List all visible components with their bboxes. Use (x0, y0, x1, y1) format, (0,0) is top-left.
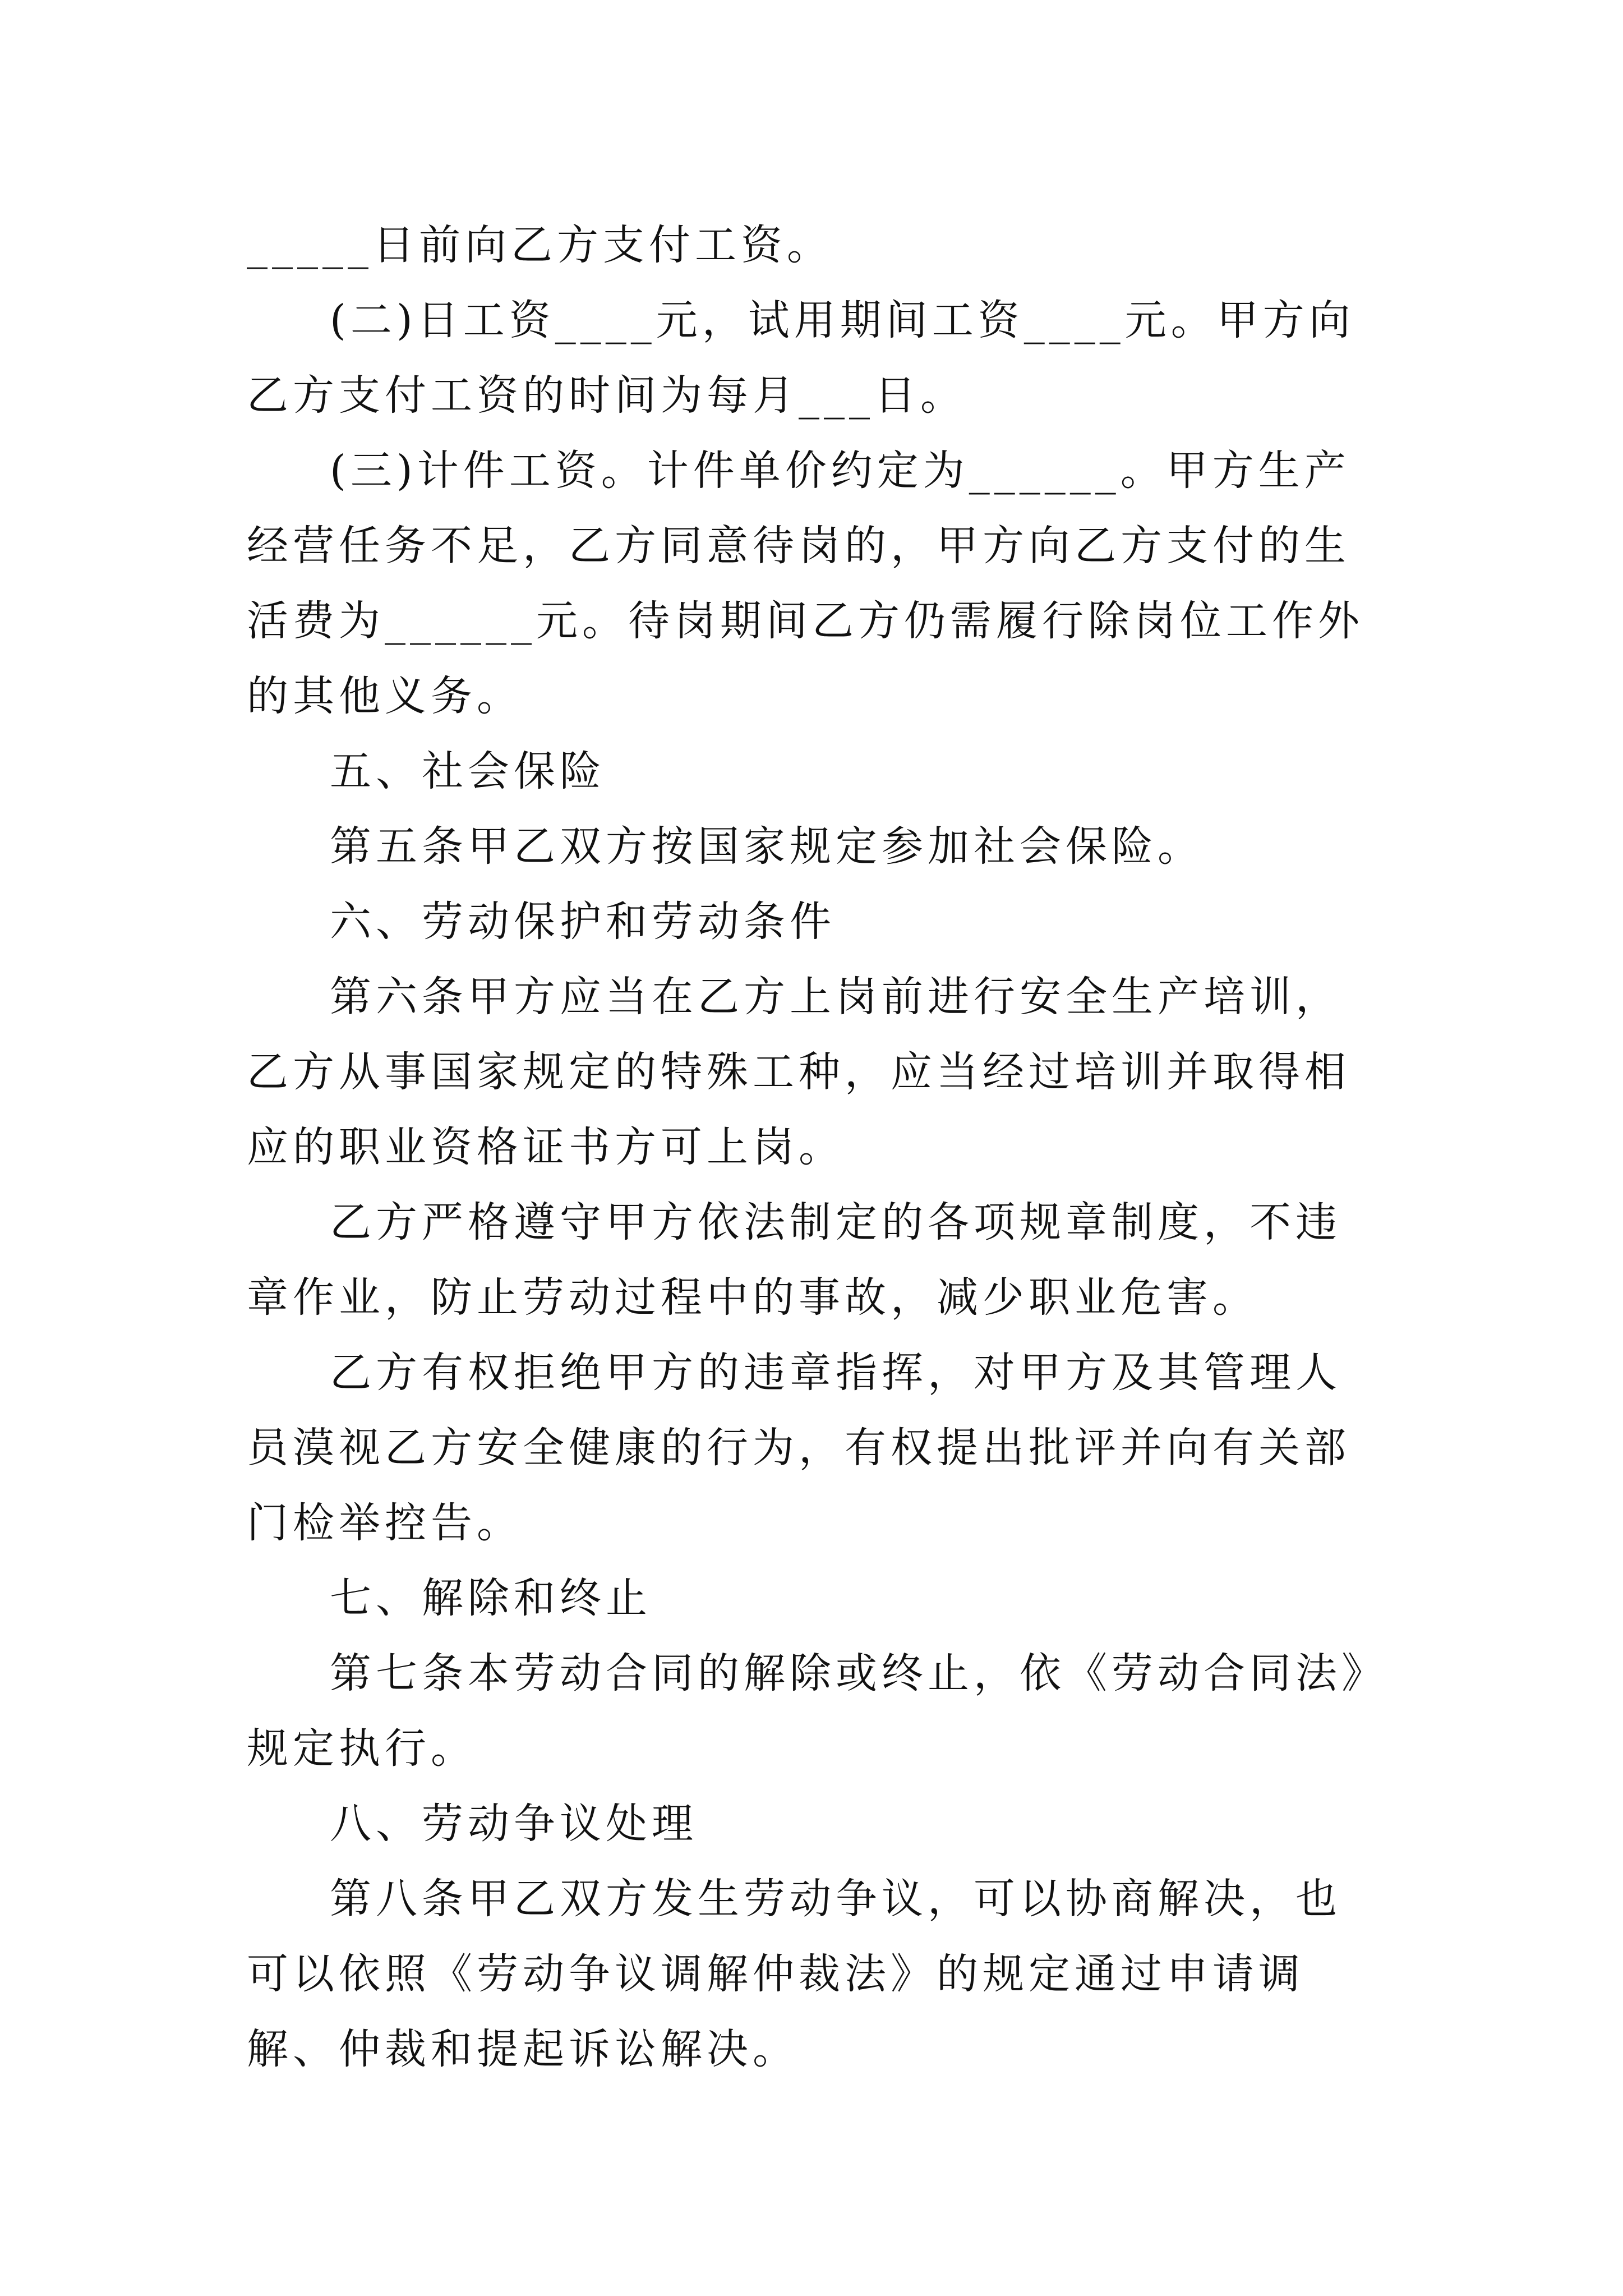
paragraph-article-7: 第七条本劳动合同的解除或终止，依《劳动合同法》规定执行。 (247, 1649, 1367, 1773)
paragraph-article-6: 第六条甲方应当在乙方上岗前进行安全生产培训，乙方从事国家规定的特殊工种，应当经过培训并取得相应的职业资格证书方可上岗。 (247, 973, 1350, 1171)
document-body (247, 208, 1374, 2087)
paragraph-piece-wage: (三)计件工资。计件单价约定为______。甲方生产经营任务不足，乙方同意待岗的，甲方向乙方支付的生活费为______元。待岗期间乙方仍需履行除岗位工作外的其他义务。 (247, 447, 1364, 720)
paragraph-rules-compliance: 乙方严格遵守甲方依法制定的各项规章制度，不违章作业，防止劳动过程中的事故，减少职业危害。 (247, 1198, 1341, 1322)
paragraph-article-8: 第八条甲乙双方发生劳动争议，可以协商解决，也可以依照《劳动争议调解仲裁法》的规定通过申请调解、仲裁和提起诉讼解决。 (247, 1875, 1341, 2073)
paragraph-wage-payment-date: _____日前向乙方支付工资。 (247, 221, 833, 269)
paragraph-right-to-refuse: 乙方有权拒绝甲方的违章指挥，对甲方及其管理人员漠视乙方安全健康的行为，有权提出批评并向有关部门检举控告。 (247, 1349, 1350, 1547)
heading-dispute-resolution: 八、劳动争议处理 (330, 1800, 698, 1848)
heading-termination: 七、解除和终止 (330, 1574, 652, 1622)
paragraph-article-5: 第五条甲乙双方按国家规定参加社会保险。 (330, 822, 1204, 871)
heading-labor-protection: 六、劳动保护和劳动条件 (330, 898, 836, 946)
paragraph-daily-wage: (二)日工资____元，试用期间工资____元。甲方向乙方支付工资的时间为每月___日。 (247, 296, 1355, 420)
heading-social-insurance: 五、社会保险 (330, 747, 606, 795)
